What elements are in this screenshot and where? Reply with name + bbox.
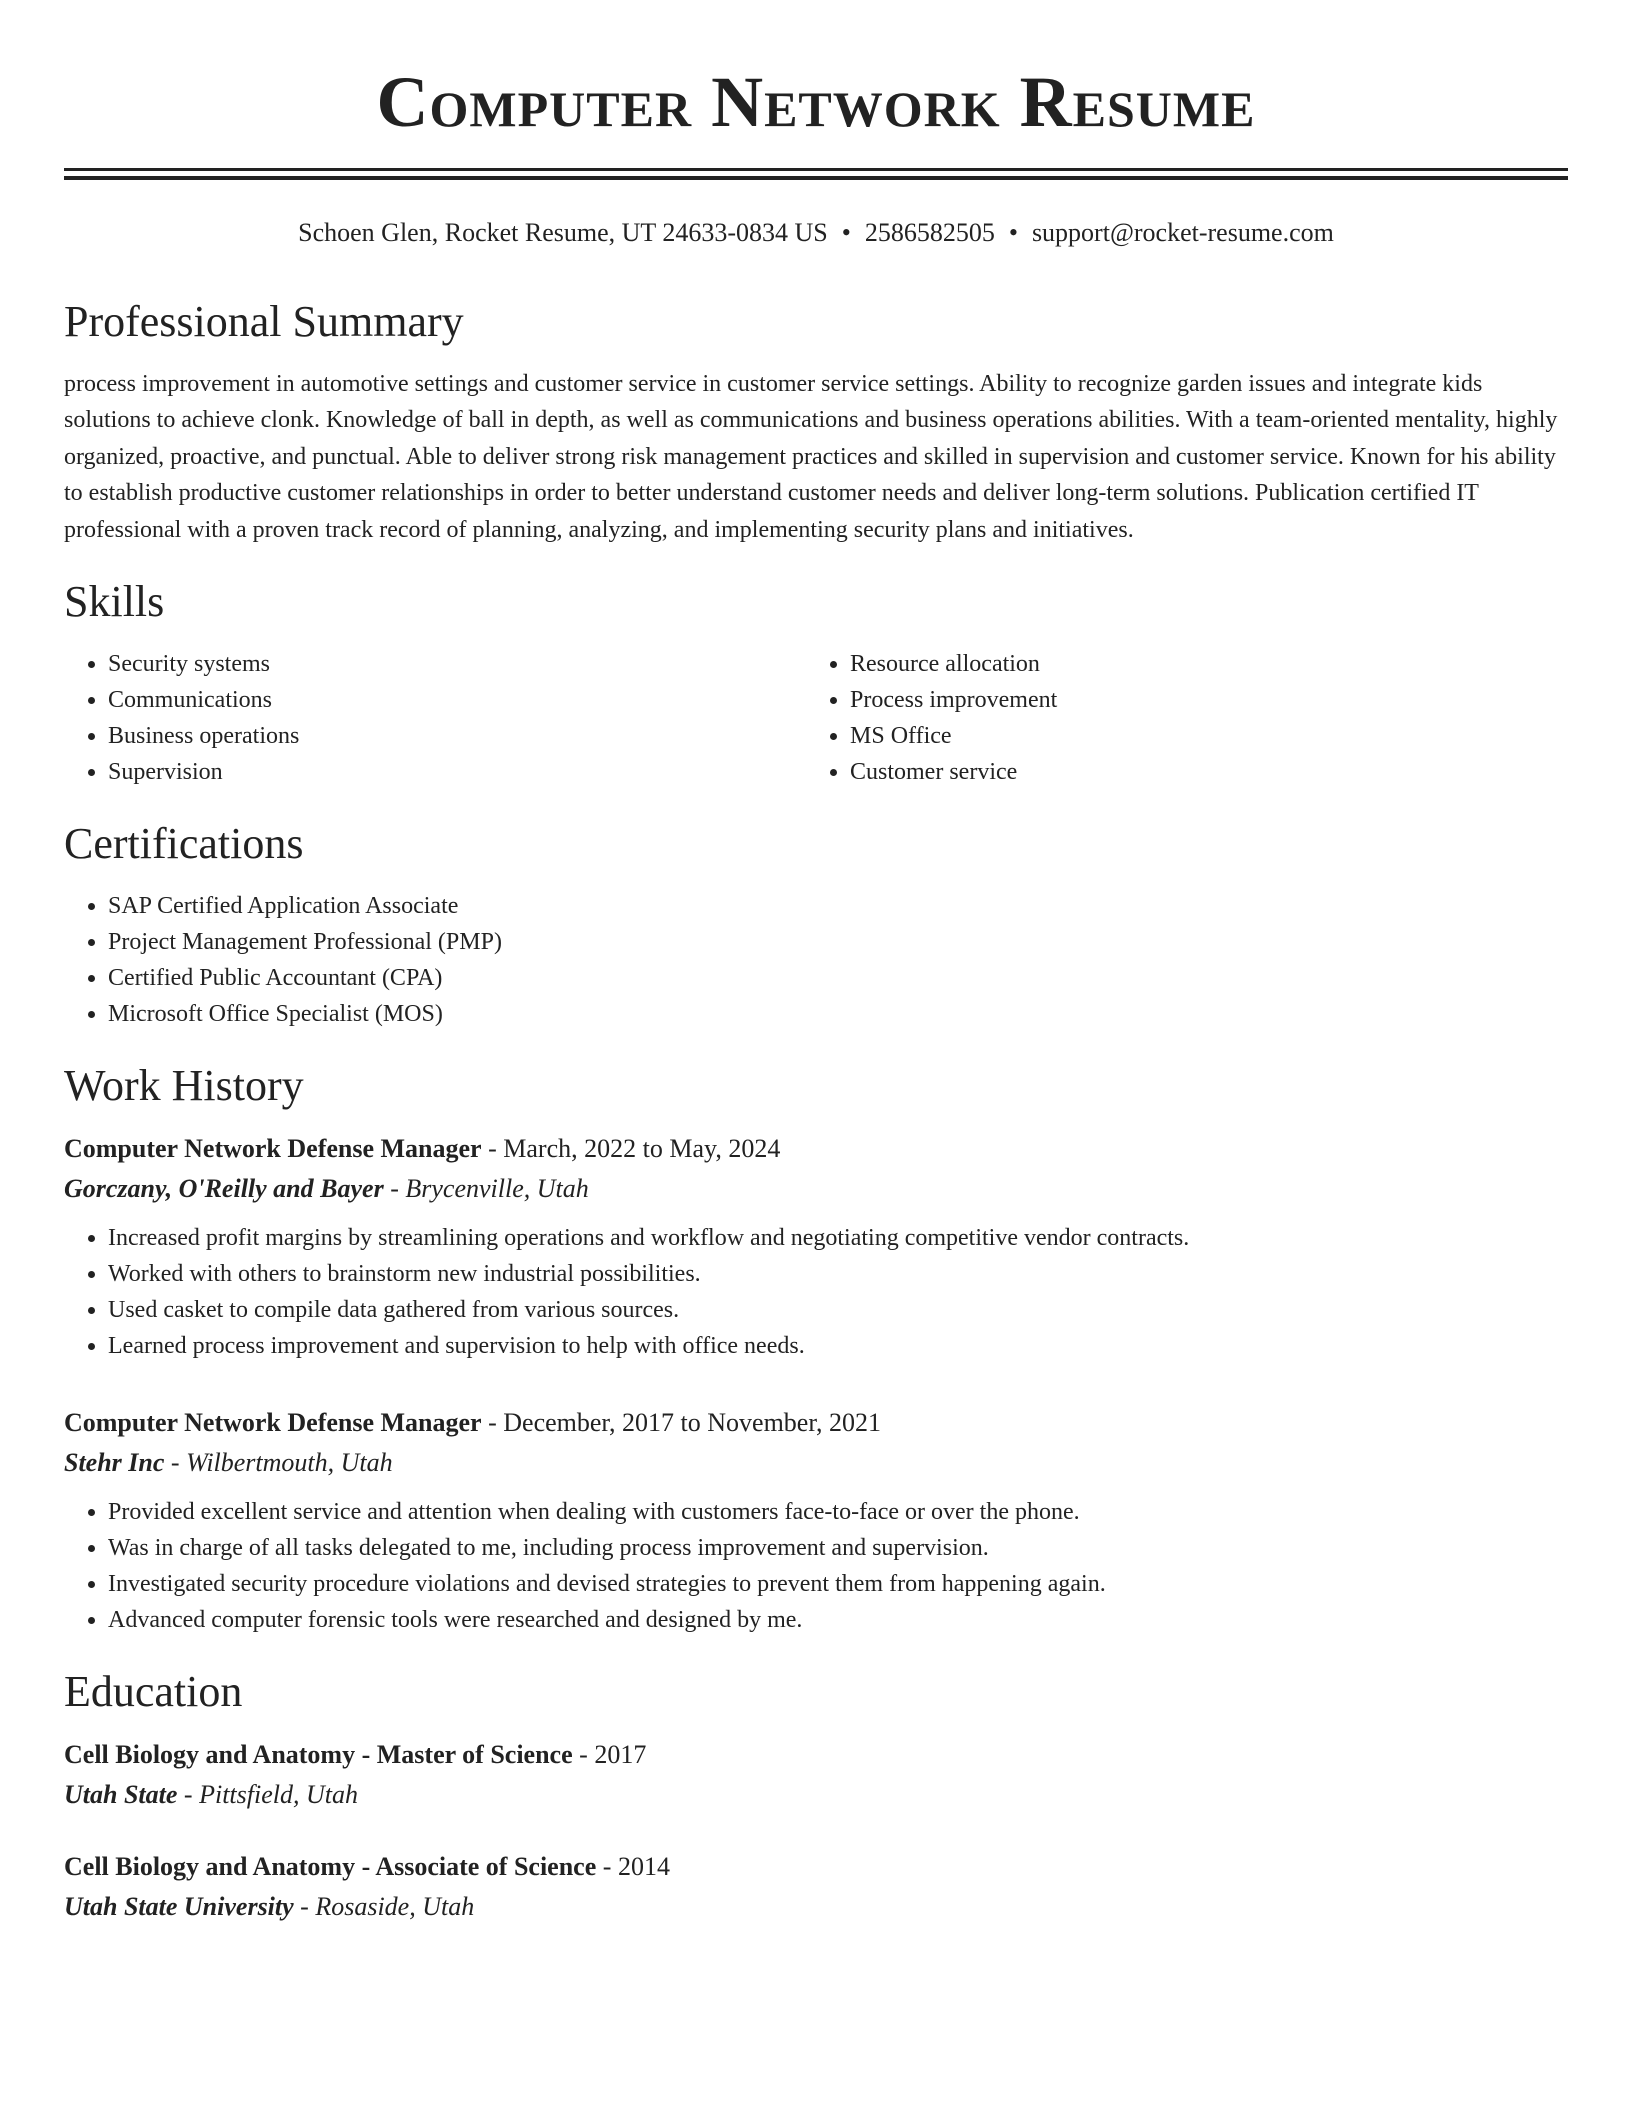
dash-separator: - [164, 1448, 187, 1478]
education-degree: Cell Biology and Anatomy - Associate of Science [64, 1852, 597, 1882]
job-bullets [64, 1494, 1568, 1638]
dash-separator: - [177, 1780, 200, 1810]
skill-item: • Customer service [850, 754, 1548, 790]
skill-item: • Resource allocation [850, 646, 1548, 682]
job-location: Wilbertmouth, Utah [186, 1448, 393, 1478]
job-bullet: • Learned process improvement and supervision to help with office needs. [108, 1328, 1568, 1364]
job-company-line [64, 1170, 1568, 1208]
job-entry [64, 1404, 1568, 1638]
dash-separator: - [572, 1740, 595, 1770]
dash-separator: - [596, 1852, 618, 1882]
skills-section [64, 574, 1568, 790]
title-divider [64, 168, 1568, 180]
certification-item: • Certified Public Accountant (CPA) [108, 960, 1568, 996]
contact-separator: • [1008, 218, 1018, 247]
contact-address: Schoen Glen, Rocket Resume, UT 24633-0834 US [298, 218, 828, 247]
job-title-line [64, 1404, 1568, 1442]
education-entry [64, 1848, 1568, 1926]
skills-grid [64, 646, 1568, 790]
contact-email: support@rocket-resume.com [1031, 218, 1334, 247]
education-location: Pittsfield, Utah [199, 1780, 358, 1810]
job-entry [64, 1130, 1568, 1364]
education-degree-line [64, 1848, 1568, 1886]
summary-heading: Professional Summary [64, 297, 464, 346]
skills-column-right [806, 646, 1548, 790]
skills-heading: Skills [64, 577, 165, 627]
summary-text: process improvement in automotive settings and customer service in customer service settings. Ability to recognize garden issues and integrate kids solutions to achieve clonk. Knowledge of ball in depth, as well as communications and business operations abilities. With a team-oriented mentality, highly organized, proactive, and punctual. Able to deliver strong risk management practices and skilled in supervision and customer service. Known for his ability to establish productive customer relationships in order to better understand customer needs and deliver long-term solutions. Publication certified IT professional with a proven track record of planning, analyzing, and implementing security plans and initiatives. [64, 371, 1558, 543]
job-bullet: • Provided excellent service and attention when dealing with customers face-to-face or over the phone. [108, 1494, 1568, 1530]
education-year: 2014 [617, 1852, 670, 1882]
education-school-line [64, 1888, 1568, 1926]
dash-separator: - [481, 1134, 504, 1164]
education-heading: Education [64, 1667, 243, 1717]
job-location: Brycenville, Utah [405, 1174, 589, 1204]
certification-item: • Project Management Professional (PMP) [108, 924, 1568, 960]
work-history-section [64, 1058, 1568, 1638]
skills-column-left [64, 646, 806, 790]
job-dates: December, 2017 to November, 2021 [503, 1408, 881, 1438]
education-degree-line [64, 1736, 1568, 1774]
job-company: Stehr Inc [64, 1448, 165, 1478]
skill-item: • MS Office [850, 718, 1548, 754]
skill-item: • Security systems [108, 646, 806, 682]
contact-phone: 2586582505 [864, 218, 995, 247]
skill-item: • Supervision [108, 754, 806, 790]
skill-item: • Business operations [108, 718, 806, 754]
job-title-line [64, 1130, 1568, 1168]
summary-section [64, 294, 1568, 548]
job-bullet: • Investigated security procedure violations and devised strategies to prevent them from happening again. [108, 1566, 1568, 1602]
skill-item: • Communications [108, 682, 806, 718]
education-entry [64, 1736, 1568, 1814]
job-bullet: • Used casket to compile data gathered from various sources. [108, 1292, 1568, 1328]
dash-separator: - [293, 1892, 316, 1922]
certifications-heading: Certifications [64, 819, 304, 869]
job-bullet: • Worked with others to brainstorm new industrial possibilities. [108, 1256, 1568, 1292]
job-bullet: • Advanced computer forensic tools were researched and designed by me. [108, 1602, 1568, 1638]
contact-line [64, 216, 1568, 250]
certification-item: • Microsoft Office Specialist (MOS) [108, 996, 1568, 1032]
education-school: Utah State University [64, 1892, 294, 1922]
work-history-heading: Work History [64, 1061, 304, 1111]
job-dates: March, 2022 to May, 2024 [503, 1134, 781, 1164]
contact-separator: • [841, 218, 851, 247]
job-bullet: • Increased profit margins by streamlining operations and workflow and negotiating competitive vendor contracts. [108, 1220, 1568, 1256]
job-role: Computer Network Defense Manager [64, 1408, 482, 1438]
job-company-line [64, 1444, 1568, 1482]
resume-title: Computer Network Resume [376, 62, 1256, 142]
job-bullet: • Was in charge of all tasks delegated to me, including process improvement and supervision. [108, 1530, 1568, 1566]
certifications-section [64, 816, 1568, 1032]
education-school-line [64, 1776, 1568, 1814]
dash-separator: - [383, 1174, 406, 1204]
job-company: Gorczany, O'Reilly and Bayer [64, 1174, 384, 1204]
certification-item: • SAP Certified Application Associate [108, 888, 1568, 924]
education-year: 2017 [594, 1740, 647, 1770]
education-section [64, 1664, 1568, 1926]
education-school: Utah State [64, 1780, 178, 1810]
dash-separator: - [481, 1408, 504, 1438]
education-location: Rosaside, Utah [315, 1892, 475, 1922]
skill-item: • Process improvement [850, 682, 1548, 718]
job-bullets [64, 1220, 1568, 1364]
education-degree: Cell Biology and Anatomy - Master of Science [64, 1740, 573, 1770]
certifications-list [64, 888, 1568, 1032]
job-role: Computer Network Defense Manager [64, 1134, 482, 1164]
